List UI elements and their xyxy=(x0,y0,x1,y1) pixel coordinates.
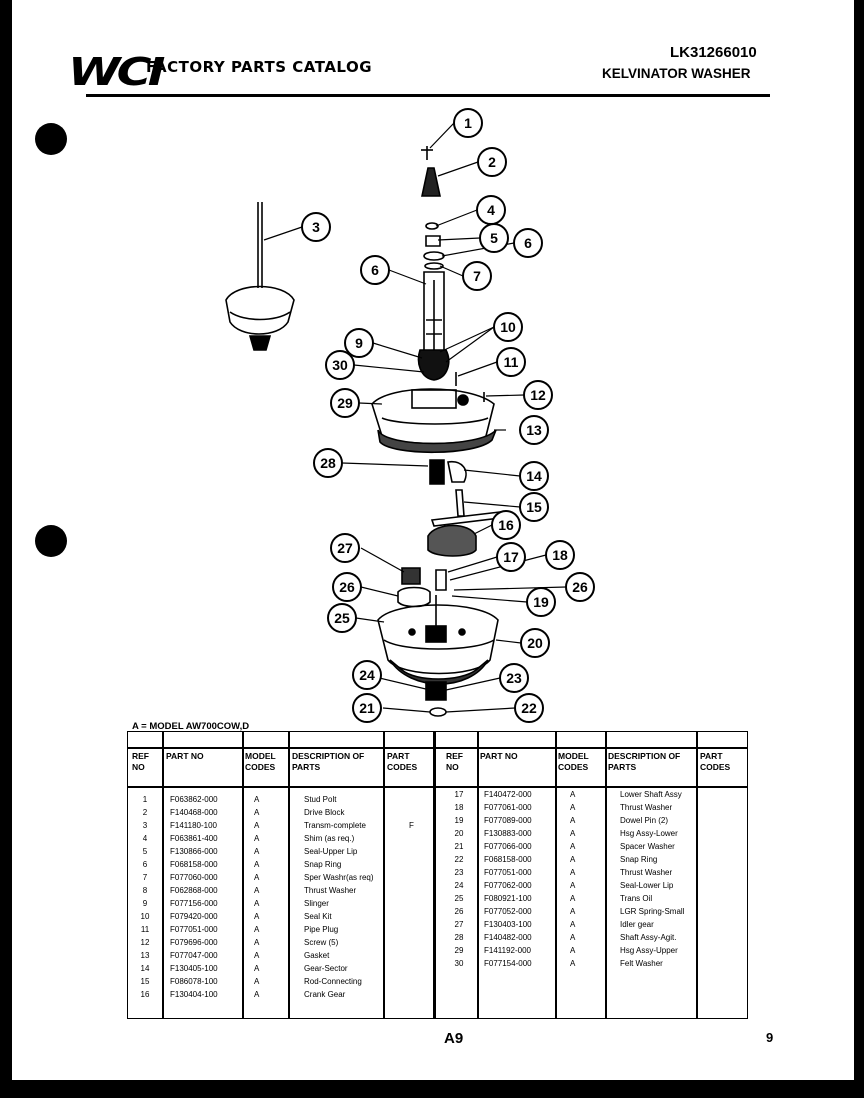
hdr-part: PART NO xyxy=(166,751,204,761)
hdr-part-codes: PART CODES xyxy=(387,751,418,772)
table-row: 29 F141192-000 A Hsg Assy-Upper xyxy=(454,946,678,955)
callout-25: 25 xyxy=(334,610,350,626)
table-row: 5 F130866-000 A Seal-Upper Lip xyxy=(142,847,358,856)
callout-2: 2 xyxy=(488,154,496,170)
page-code: A9 xyxy=(444,1030,464,1047)
callout-30: 30 xyxy=(332,357,348,373)
callout-15: 15 xyxy=(526,499,542,515)
model-note: A = MODEL AW700COW,D xyxy=(132,721,250,732)
hdr-ref: REF NO xyxy=(132,751,149,772)
callout-20: 20 xyxy=(527,635,543,651)
table-row: 3 F141180-100 A Transm-complete F xyxy=(142,821,414,830)
table-row: 22 F068158-000 A Snap Ring xyxy=(454,855,658,864)
right-rows xyxy=(444,788,712,970)
callout-5: 5 xyxy=(490,230,498,246)
transmission-complete xyxy=(226,202,294,350)
scan-edge-bottom xyxy=(0,1080,864,1098)
catalog-title: FACTORY PARTS CATALOG xyxy=(146,58,373,76)
callout-13: 13 xyxy=(526,422,542,438)
callout-22: 22 xyxy=(521,700,537,716)
callout-6b: 6 xyxy=(371,262,379,278)
table-row: 19 F077089-000 A Dowel Pin (2) xyxy=(454,816,669,825)
leader-lines xyxy=(264,123,566,712)
table-row: 28 F140482-000 A Shaft Assy-Agit. xyxy=(454,933,677,942)
callout-18: 18 xyxy=(552,547,568,563)
callout-26a: 26 xyxy=(339,579,355,595)
hdr-part-codes-right: PART CODES xyxy=(700,751,731,772)
left-rows xyxy=(128,793,414,1001)
callout-9: 9 xyxy=(355,335,363,351)
page-number: 9 xyxy=(766,1030,774,1045)
hdr-ref-right: REF NO xyxy=(446,751,463,772)
callout-12: 12 xyxy=(530,387,546,403)
callout-24: 24 xyxy=(359,667,375,683)
hdr-model: MODEL CODES xyxy=(245,751,276,772)
table-row: 27 F130403-100 A Idler gear xyxy=(454,920,654,929)
hdr-model-right: MODEL CODES xyxy=(558,751,589,772)
table-row: 1 F063862-000 A Stud Polt xyxy=(142,795,337,804)
table-row: 2 F140468-000 A Drive Block xyxy=(142,808,345,817)
callout-11: 11 xyxy=(503,354,519,370)
callout-1: 1 xyxy=(464,115,472,131)
table-row: 21 F077066-000 A Spacer Washer xyxy=(454,842,675,851)
callout-circles xyxy=(302,109,594,722)
callout-29: 29 xyxy=(337,395,353,411)
callout-3: 3 xyxy=(312,219,320,235)
table-row: 12 F079696-000 A Screw (5) xyxy=(140,938,339,947)
callout-4: 4 xyxy=(487,202,495,218)
hdr-description-right: DESCRIPTION OF PARTS xyxy=(608,751,681,772)
callout-16: 16 xyxy=(498,517,514,533)
callout-23: 23 xyxy=(506,670,522,686)
catalog-number: LK31266010 xyxy=(670,44,757,61)
callout-19: 19 xyxy=(533,594,549,610)
table-row: 20 F130883-000 A Hsg Assy-Lower xyxy=(454,829,678,838)
wci-logo: WCI xyxy=(68,50,162,94)
table-row: 14 F130405-100 A Gear-Sector xyxy=(140,964,348,973)
callout-14: 14 xyxy=(526,468,542,484)
callout-10: 10 xyxy=(500,319,516,335)
table-row: 11 F077051-000 A Pipe Plug xyxy=(140,925,339,934)
table-row: 25 F080921-100 A Trans Oil xyxy=(454,894,653,903)
callout-21: 21 xyxy=(359,700,375,716)
table-row: 26 F077052-000 A LGR Spring-Small xyxy=(454,907,685,916)
callout-27: 27 xyxy=(337,540,353,556)
table-row: 18 F077061-000 A Thrust Washer xyxy=(454,803,673,812)
callout-7: 7 xyxy=(473,268,481,284)
table-row: 9 F077156-000 A Slinger xyxy=(142,899,329,908)
product-name: KELVINATOR WASHER xyxy=(602,66,751,81)
parts-table xyxy=(127,731,748,1019)
callout-6a: 6 xyxy=(524,235,532,251)
callout-28a: 28 xyxy=(320,455,336,471)
callout-17: 17 xyxy=(503,549,519,565)
table-row: 8 F062868-000 A Thrust Washer xyxy=(142,886,357,895)
hdr-description: DESCRIPTION OF PARTS xyxy=(292,751,365,772)
table-row: 15 F086078-100 A Rod-Connecting xyxy=(140,977,362,986)
table-row: 7 F077060-000 A Sper Washr(as req) xyxy=(142,873,374,882)
table-row: 16 F130404-100 A Crank Gear xyxy=(140,990,346,999)
hdr-part-right: PART NO xyxy=(480,751,518,761)
table-row: 10 F079420-000 A Seal Kit xyxy=(140,912,332,921)
table-row: 17 F140472-000 A Lower Shaft Assy xyxy=(454,790,682,799)
table-top-rule xyxy=(128,747,747,749)
table-row: 23 F077051-000 A Thrust Washer xyxy=(454,868,673,877)
center-divider xyxy=(433,732,436,1018)
table-row: 30 F077154-000 A Felt Washer xyxy=(454,959,663,968)
table-row: 24 F077062-000 A Seal-Lower Lip xyxy=(454,881,674,890)
table-row: 6 F068158-000 A Snap Ring xyxy=(142,860,342,869)
table-row: 4 F063861-400 A Shim (as req.) xyxy=(142,834,355,843)
callout-26b: 26 xyxy=(572,579,588,595)
table-row: 13 F077047-000 A Gasket xyxy=(140,951,330,960)
